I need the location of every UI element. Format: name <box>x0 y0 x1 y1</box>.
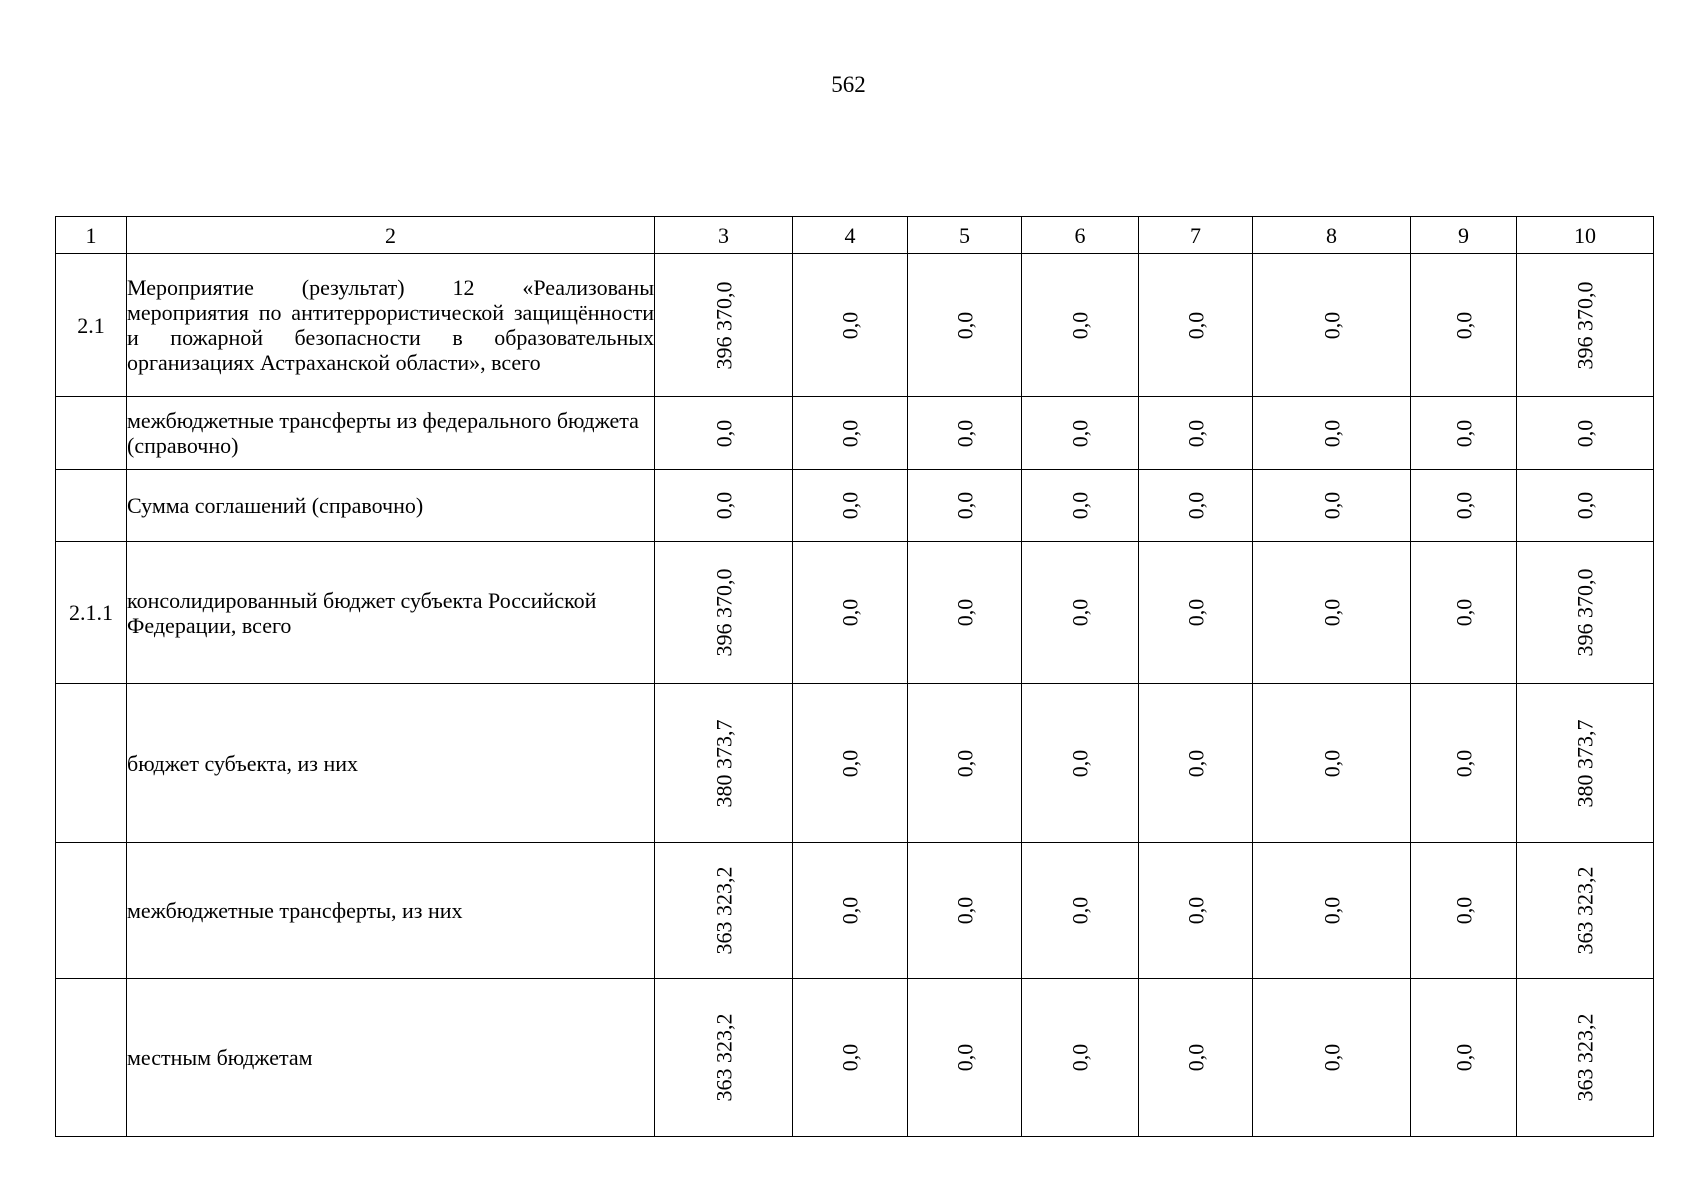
value-cell <box>1139 542 1253 684</box>
value-cell <box>1022 843 1139 979</box>
value-cell <box>1253 684 1411 843</box>
header-cell: 1 <box>56 217 127 254</box>
value-text: 0,0 <box>1319 491 1344 520</box>
value-text: 363 323,2 <box>1572 1013 1598 1102</box>
value-cell <box>908 254 1022 397</box>
value-cell <box>1253 397 1411 470</box>
value-cell <box>655 470 793 542</box>
value-text: 0,0 <box>1319 419 1344 447</box>
value-text: 0,0 <box>952 419 977 447</box>
value-text: 0,0 <box>837 311 863 339</box>
row-number-cell: 2.1.1 <box>56 542 127 684</box>
table-row <box>56 684 1654 843</box>
value-text: 0,0 <box>1183 491 1208 520</box>
value-text: 0,0 <box>1183 1043 1208 1072</box>
value-cell <box>655 254 793 397</box>
value-cell <box>1517 979 1654 1137</box>
value-cell <box>1253 979 1411 1137</box>
value-text: 380 373,7 <box>1572 719 1598 807</box>
table-row <box>56 470 1654 542</box>
value-text: 0,0 <box>1067 491 1093 520</box>
row-description-text: межбюджетные трансферты из федерального бюджета (справочно) <box>127 408 639 458</box>
value-cell <box>655 979 793 1137</box>
value-cell <box>793 254 908 397</box>
value-cell <box>1517 843 1654 979</box>
value-text: 0,0 <box>1572 419 1598 447</box>
value-cell <box>793 470 908 542</box>
value-cell <box>908 470 1022 542</box>
value-text: 396 370,0 <box>1572 568 1598 657</box>
row-description-cell <box>127 254 655 397</box>
value-cell <box>1517 254 1654 397</box>
value-text: 0,0 <box>1183 749 1208 777</box>
value-cell <box>1411 843 1517 979</box>
value-text: 0,0 <box>711 419 736 447</box>
value-text: 0,0 <box>1067 896 1093 925</box>
value-text: 396 370,0 <box>1572 281 1598 369</box>
value-cell <box>1022 979 1139 1137</box>
value-text: 363 323,2 <box>711 1013 736 1102</box>
value-cell <box>1411 397 1517 470</box>
value-cell <box>1253 254 1411 397</box>
row-description-text: Мероприятие (результат) 12 «Реализованы мероприятия по антитеррористической защищённости и пожарной безопасности в образовательных организациях Астраханской области», всего <box>127 275 654 375</box>
value-text: 380 373,7 <box>711 719 736 807</box>
value-text: 396 370,0 <box>711 281 736 369</box>
value-cell <box>1139 397 1253 470</box>
value-text: 0,0 <box>952 311 977 339</box>
value-text: 0,0 <box>711 491 736 520</box>
header-cell: 4 <box>793 217 908 254</box>
value-cell <box>1517 397 1654 470</box>
header-row <box>56 217 1654 254</box>
row-description-cell <box>127 470 655 542</box>
value-text: 0,0 <box>1183 598 1208 627</box>
row-number-cell <box>56 397 127 470</box>
value-text: 0,0 <box>1067 749 1093 777</box>
value-cell <box>1411 684 1517 843</box>
value-cell <box>1517 542 1654 684</box>
row-description-text: бюджет субъекта, из них <box>127 750 359 776</box>
value-text: 0,0 <box>1451 491 1476 520</box>
table-row <box>56 254 1654 397</box>
header-cell: 9 <box>1411 217 1517 254</box>
header-cell: 6 <box>1022 217 1139 254</box>
row-description-text: межбюджетные трансферты, из них <box>127 898 463 923</box>
value-text: 0,0 <box>1451 419 1476 447</box>
table-row <box>56 843 1654 979</box>
row-description-cell <box>127 684 655 843</box>
table-row <box>56 542 1654 684</box>
value-text: 0,0 <box>837 896 863 925</box>
value-text: 0,0 <box>1067 419 1093 447</box>
value-cell <box>793 542 908 684</box>
value-cell <box>793 843 908 979</box>
value-text: 0,0 <box>1451 896 1476 925</box>
table-row <box>56 979 1654 1137</box>
header-cell: 5 <box>908 217 1022 254</box>
row-description-text: местным бюджетам <box>127 1045 313 1070</box>
value-text: 0,0 <box>1067 311 1093 339</box>
row-number-cell <box>56 470 127 542</box>
value-cell <box>908 542 1022 684</box>
value-cell <box>655 397 793 470</box>
value-text: 0,0 <box>1572 491 1598 520</box>
value-cell <box>1411 254 1517 397</box>
value-text: 0,0 <box>1067 1043 1093 1072</box>
value-cell <box>1253 843 1411 979</box>
value-text: 0,0 <box>952 749 977 777</box>
value-text: 0,0 <box>952 491 977 520</box>
value-text: 363 323,2 <box>1572 866 1598 955</box>
value-text: 396 370,0 <box>711 568 736 657</box>
budget-table <box>55 216 1654 1137</box>
value-cell <box>1139 684 1253 843</box>
value-cell <box>908 397 1022 470</box>
row-description-cell <box>127 397 655 470</box>
value-cell <box>793 979 908 1137</box>
header-cell: 2 <box>127 217 655 254</box>
value-text: 0,0 <box>1451 598 1476 627</box>
value-cell <box>1139 470 1253 542</box>
value-text: 0,0 <box>952 896 977 925</box>
value-cell <box>908 684 1022 843</box>
value-text: 0,0 <box>837 749 863 777</box>
value-cell <box>1411 542 1517 684</box>
value-text: 0,0 <box>1183 419 1208 447</box>
value-text: 363 323,2 <box>711 866 736 955</box>
value-text: 0,0 <box>1319 598 1344 627</box>
value-cell <box>1411 979 1517 1137</box>
value-cell <box>655 542 793 684</box>
value-text: 0,0 <box>1183 896 1208 925</box>
value-cell <box>1022 470 1139 542</box>
value-cell <box>1022 542 1139 684</box>
page-number: 562 <box>831 72 866 97</box>
row-number-cell <box>56 979 127 1137</box>
value-text: 0,0 <box>1319 896 1344 925</box>
row-description-text: Сумма соглашений (справочно) <box>127 493 424 518</box>
value-text: 0,0 <box>1319 749 1344 777</box>
value-cell <box>655 843 793 979</box>
value-cell <box>1139 254 1253 397</box>
value-cell <box>1139 843 1253 979</box>
value-cell <box>908 979 1022 1137</box>
value-cell <box>1022 397 1139 470</box>
value-cell <box>1139 979 1253 1137</box>
row-description-cell <box>127 979 655 1137</box>
value-text: 0,0 <box>1319 1043 1344 1072</box>
row-description-cell <box>127 542 655 684</box>
value-text: 0,0 <box>837 1043 863 1072</box>
row-number-cell <box>56 684 127 843</box>
value-text: 0,0 <box>1183 311 1208 339</box>
value-cell <box>1022 254 1139 397</box>
value-text: 0,0 <box>952 1043 977 1072</box>
value-cell <box>1253 542 1411 684</box>
row-number-cell: 2.1 <box>56 254 127 397</box>
header-cell: 3 <box>655 217 793 254</box>
value-text: 0,0 <box>837 419 863 447</box>
value-text: 0,0 <box>837 598 863 627</box>
value-cell <box>908 843 1022 979</box>
value-text: 0,0 <box>1451 311 1476 339</box>
value-text: 0,0 <box>952 598 977 627</box>
value-text: 0,0 <box>837 491 863 520</box>
value-cell <box>1253 470 1411 542</box>
value-cell <box>1022 684 1139 843</box>
header-cell: 10 <box>1517 217 1654 254</box>
value-cell <box>1411 470 1517 542</box>
value-cell <box>1517 470 1654 542</box>
value-cell <box>793 684 908 843</box>
value-text: 0,0 <box>1067 598 1093 627</box>
row-description-cell <box>127 843 655 979</box>
header-cell: 7 <box>1139 217 1253 254</box>
row-number-cell <box>56 843 127 979</box>
value-text: 0,0 <box>1319 311 1344 339</box>
row-description-text: консолидированный бюджет субъекта Российской Федерации, всего <box>127 587 597 638</box>
value-cell <box>793 397 908 470</box>
header-cell: 8 <box>1253 217 1411 254</box>
value-cell <box>1517 684 1654 843</box>
value-text: 0,0 <box>1451 749 1476 777</box>
table-row <box>56 397 1654 470</box>
value-text: 0,0 <box>1451 1043 1476 1072</box>
value-cell <box>655 684 793 843</box>
